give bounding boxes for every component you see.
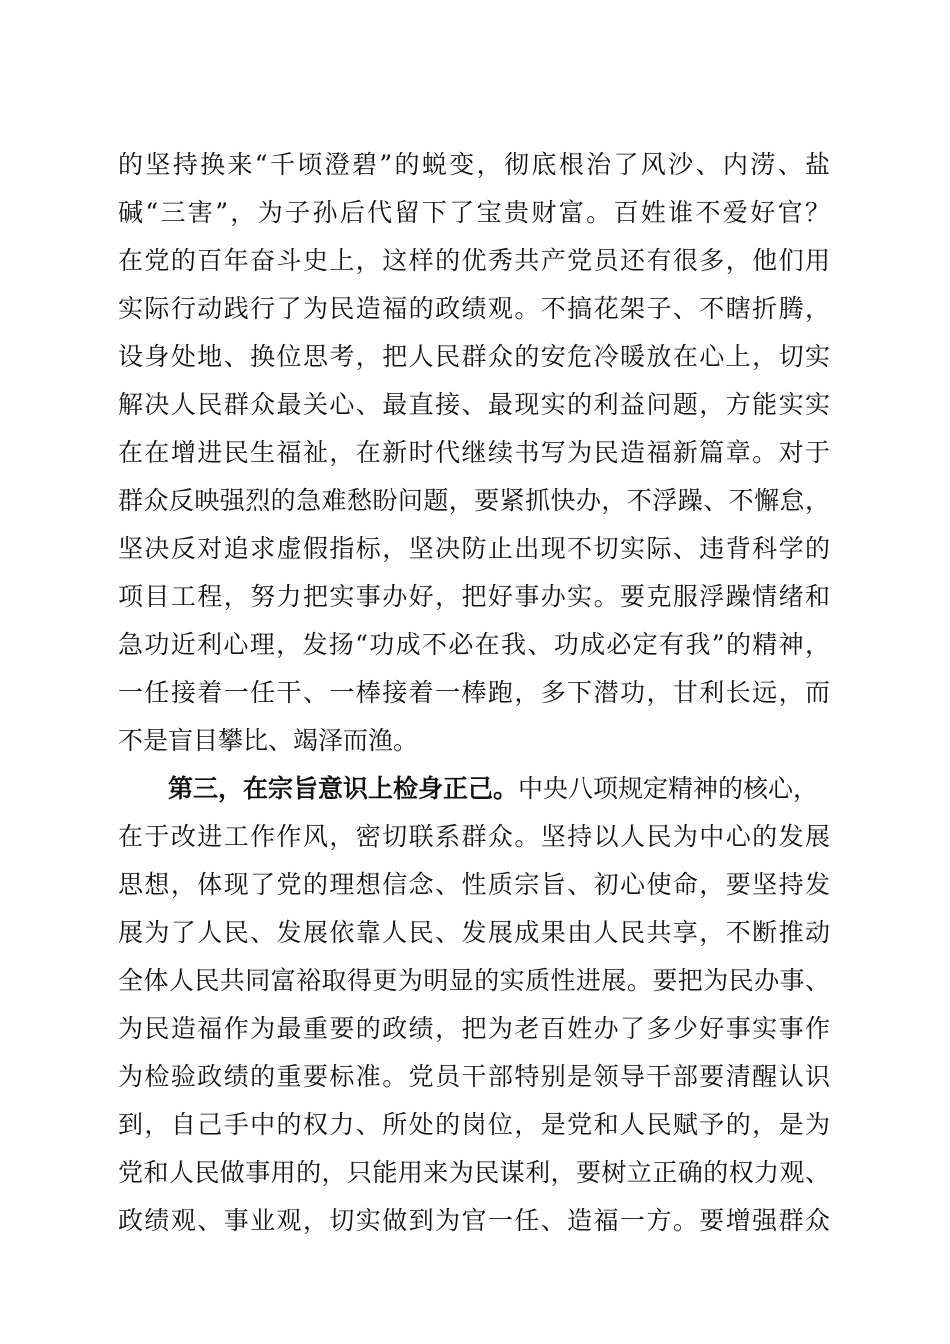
text-line: 的坚持换来“千顷澄碧”的蜕变，彻底根治了风沙、内涝、盐	[118, 150, 830, 179]
section-three-first-line	[118, 765, 830, 813]
text-line: 党和人民做事用的，只能用来为民谋利，要树立正确的权力观、	[118, 1158, 830, 1187]
text-line: 全体人民共同富裕取得更为明显的实质性进展。要把为民办事、	[118, 966, 830, 995]
text-line: 政绩观、事业观，切实做到为官一任、造福一方。要增强群众	[118, 1206, 830, 1235]
text-line: 急功近利心理，发扬“功成不必在我、功成必定有我”的精神，	[118, 630, 830, 659]
text-line-paragraph-end: 不是盲目攀比、竭泽而渔。	[118, 726, 419, 755]
text-line: 在党的百年奋斗史上，这样的优秀共产党员还有很多，他们用	[118, 246, 830, 275]
text-line: 解决人民群众最关心、最直接、最现实的利益问题，方能实实	[118, 390, 830, 419]
text-line: 在于改进工作作风，密切联系群众。坚持以人民为中心的发展	[118, 822, 830, 851]
text-line: 思想，体现了党的理想信念、性质宗旨、初心使命，要坚持发	[118, 870, 830, 899]
text-line: 设身处地、换位思考，把人民群众的安危冷暖放在心上，切实	[118, 342, 830, 371]
text-line: 群众反映强烈的急难愁盼问题，要紧抓快办，不浮躁、不懈怠，	[118, 486, 830, 515]
text-line: 碱“三害”，为子孙后代留下了宝贵财富。百姓谁不爱好官？	[118, 198, 830, 227]
text-line: 展为了人民、发展依靠人民、发展成果由人民共享，不断推动	[118, 918, 830, 947]
section-three-lead-text: 中央八项规定精神的核心，	[518, 774, 819, 803]
text-line: 为检验政绩的重要标准。党员干部特别是领导干部要清醒认识	[118, 1062, 830, 1091]
text-line: 实际行动践行了为民造福的政绩观。不搞花架子、不瞎折腾，	[118, 294, 830, 323]
text-line: 到，自己手中的权力、所处的岗位，是党和人民赋予的，是为	[118, 1110, 830, 1139]
text-line: 一任接着一任干、一棒接着一棒跑，多下潜功，甘利长远，而	[118, 678, 830, 707]
text-line: 为民造福作为最重要的政绩，把为老百姓办了多少好事实事作	[118, 1014, 830, 1043]
body-text	[118, 141, 830, 1245]
text-line: 坚决反对追求虚假指标，坚决防止出现不切实际、违背科学的	[118, 534, 830, 563]
text-line: 在在增进民生福祉，在新时代继续书写为民造福新篇章。对于	[118, 438, 830, 467]
section-three-heading: 第三，在宗旨意识上检身正己。	[168, 774, 519, 803]
text-line: 项目工程，努力把实事办好，把好事办实。要克服浮躁情绪和	[118, 582, 830, 611]
